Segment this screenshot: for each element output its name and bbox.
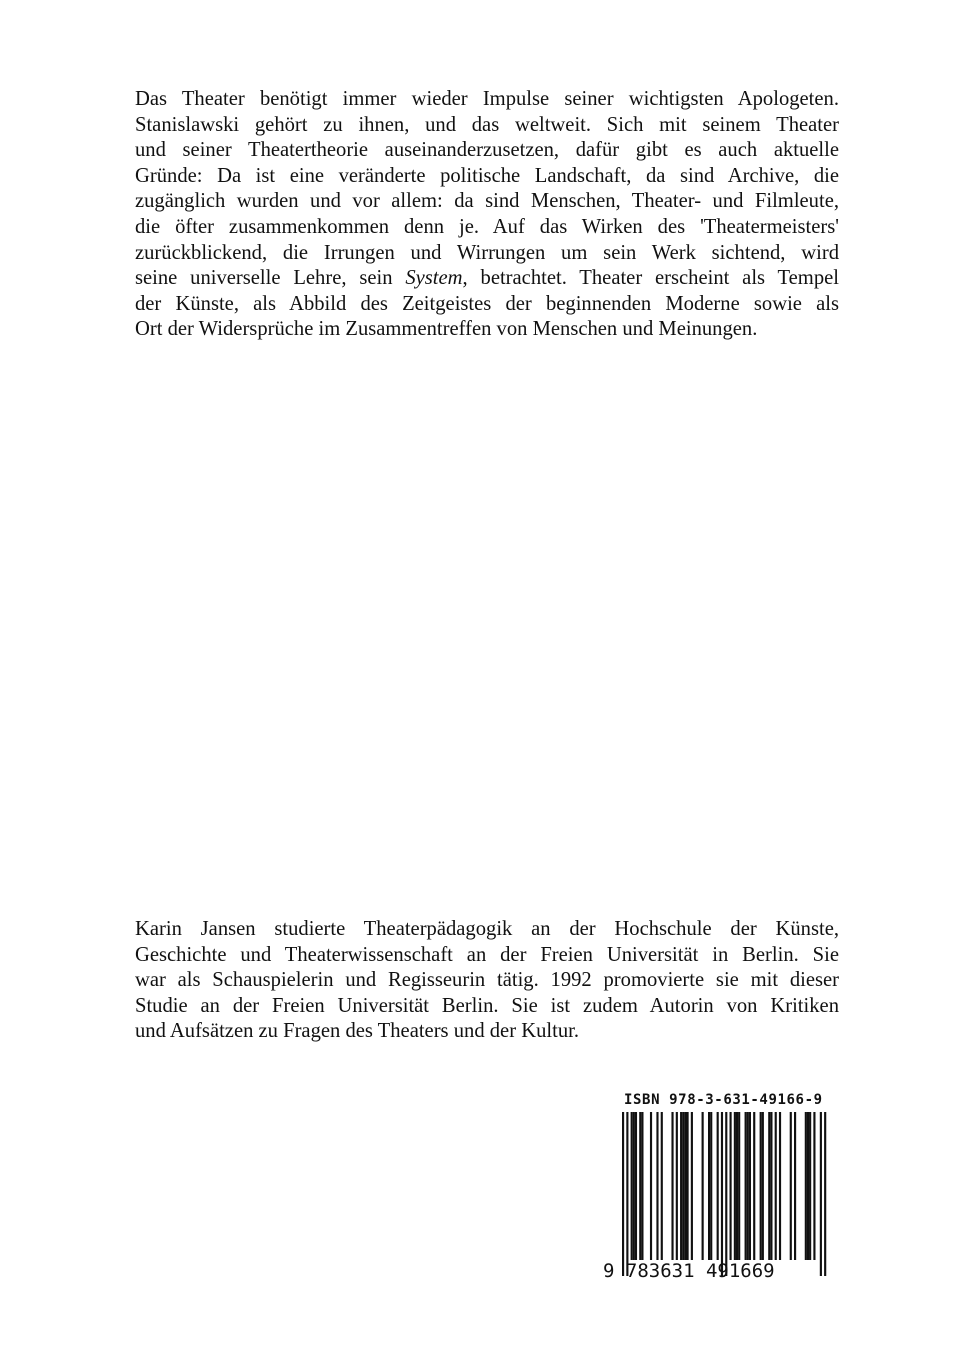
barcode-bar [725,1112,727,1276]
blurb-line: Stanislawski gehört zu ihnen, und das weltweit. Sich mit seinem Theater [135,113,839,136]
bio-line: und Aufsätzen zu Fragen des Theaters und der Kultur. [135,1020,579,1043]
barcode-bar [626,1112,628,1276]
barcode-bar [809,1112,811,1260]
bio-line: Studie an der Freien Universität Berlin. Sie ist zudem Autorin von Kritiken [135,994,839,1017]
barcode-bar [762,1112,764,1260]
barcode-bar [710,1112,712,1260]
blurb-line-system [135,266,839,292]
barcode-bar [684,1112,686,1260]
barcode-bar [779,1112,781,1260]
barcode-bar [682,1112,684,1260]
barcode-bar [680,1112,682,1260]
blurb-line: und seiner Theatertheorie auseinanderzusetzen, dafür gibt es auch aktuelle [135,139,839,162]
book-blurb [135,87,839,343]
barcode-bar [745,1112,747,1260]
isbn-barcode [604,1090,832,1286]
blurb-line: Gründe: Da ist eine veränderte politische Landschaft, da sind Archive, die [135,164,839,187]
barcode-bar [661,1112,663,1260]
barcode-bar [794,1112,796,1260]
barcode-bar [631,1112,633,1260]
barcode-bar [807,1112,809,1260]
blurb-line: Ort der Widersprüche im Zusammentreffen von Menschen und Meinungen. [135,318,758,341]
barcode-bar [749,1112,751,1260]
barcode-bar [738,1112,740,1260]
barcode-bar [641,1112,643,1260]
barcode-bar [736,1112,738,1260]
barcode-bar [768,1112,770,1260]
blurb-line: zurückblickend, die Irrungen und Wirrungen um sein Werk sichtend, wird [135,241,839,264]
barcode-bar [805,1112,807,1260]
barcode-bar [747,1112,749,1260]
blurb-line: Das Theater benötigt immer wieder Impulse seiner wichtigsten Apologeten. [135,88,839,110]
barcode-bar [622,1112,624,1276]
barcode-bar [717,1112,719,1260]
bio-line: war als Schauspielerin und Regisseurin tätig. 1992 promovierte sie mit dieser [135,969,839,992]
blurb-line: die öfter zusammenkommen denn je. Auf das Wirken des 'Theatermeisters' [135,215,839,238]
blurb-text: seine universelle Lehre, sein [135,267,406,290]
barcode-bar [730,1112,732,1260]
barcode-bar [633,1112,635,1260]
barcode-bar [656,1112,658,1260]
barcode-bar [671,1112,673,1260]
barcode-bar [650,1112,652,1260]
blurb-line: zugänglich wurden und vor allem: da sind Menschen, Theater- und Filmleute, [135,190,839,213]
blurb-line: der Künste, als Abbild des Zeitgeistes der beginnenden Moderne sowie als [135,292,839,315]
barcode-digits: 9 783631 491669 [603,1260,775,1282]
barcode-bar [721,1112,723,1276]
barcode-bar [691,1112,693,1260]
barcode-bar [635,1112,637,1260]
barcode-bar [775,1112,777,1260]
author-bio [135,917,839,1045]
barcode-bar [676,1112,678,1260]
barcode-bar [770,1112,772,1260]
barcode-bar [820,1112,822,1276]
barcode-bar [702,1112,704,1260]
barcode-bar [760,1112,762,1260]
blurb-text: , betrachtet. Theater erscheint als Tempel [462,267,839,290]
barcode-bar [753,1112,755,1260]
barcode-bar [813,1112,815,1260]
barcode-bar [734,1112,736,1260]
barcode-bar [824,1112,826,1276]
barcode-bar [790,1112,792,1260]
barcode-bar [687,1112,689,1260]
barcode-bar [639,1112,641,1260]
bio-line: Karin Jansen studierte Theaterpädagogik an der Hochschule der Künste, [135,918,839,940]
barcode-bar [708,1112,710,1260]
bio-line: Geschichte und Theaterwissenschaft an der Freien Universität in Berlin. Sie [135,943,839,966]
isbn-label: ISBN 978-3-631-49166-9 [624,1092,823,1108]
system-emphasis: System [405,267,463,290]
